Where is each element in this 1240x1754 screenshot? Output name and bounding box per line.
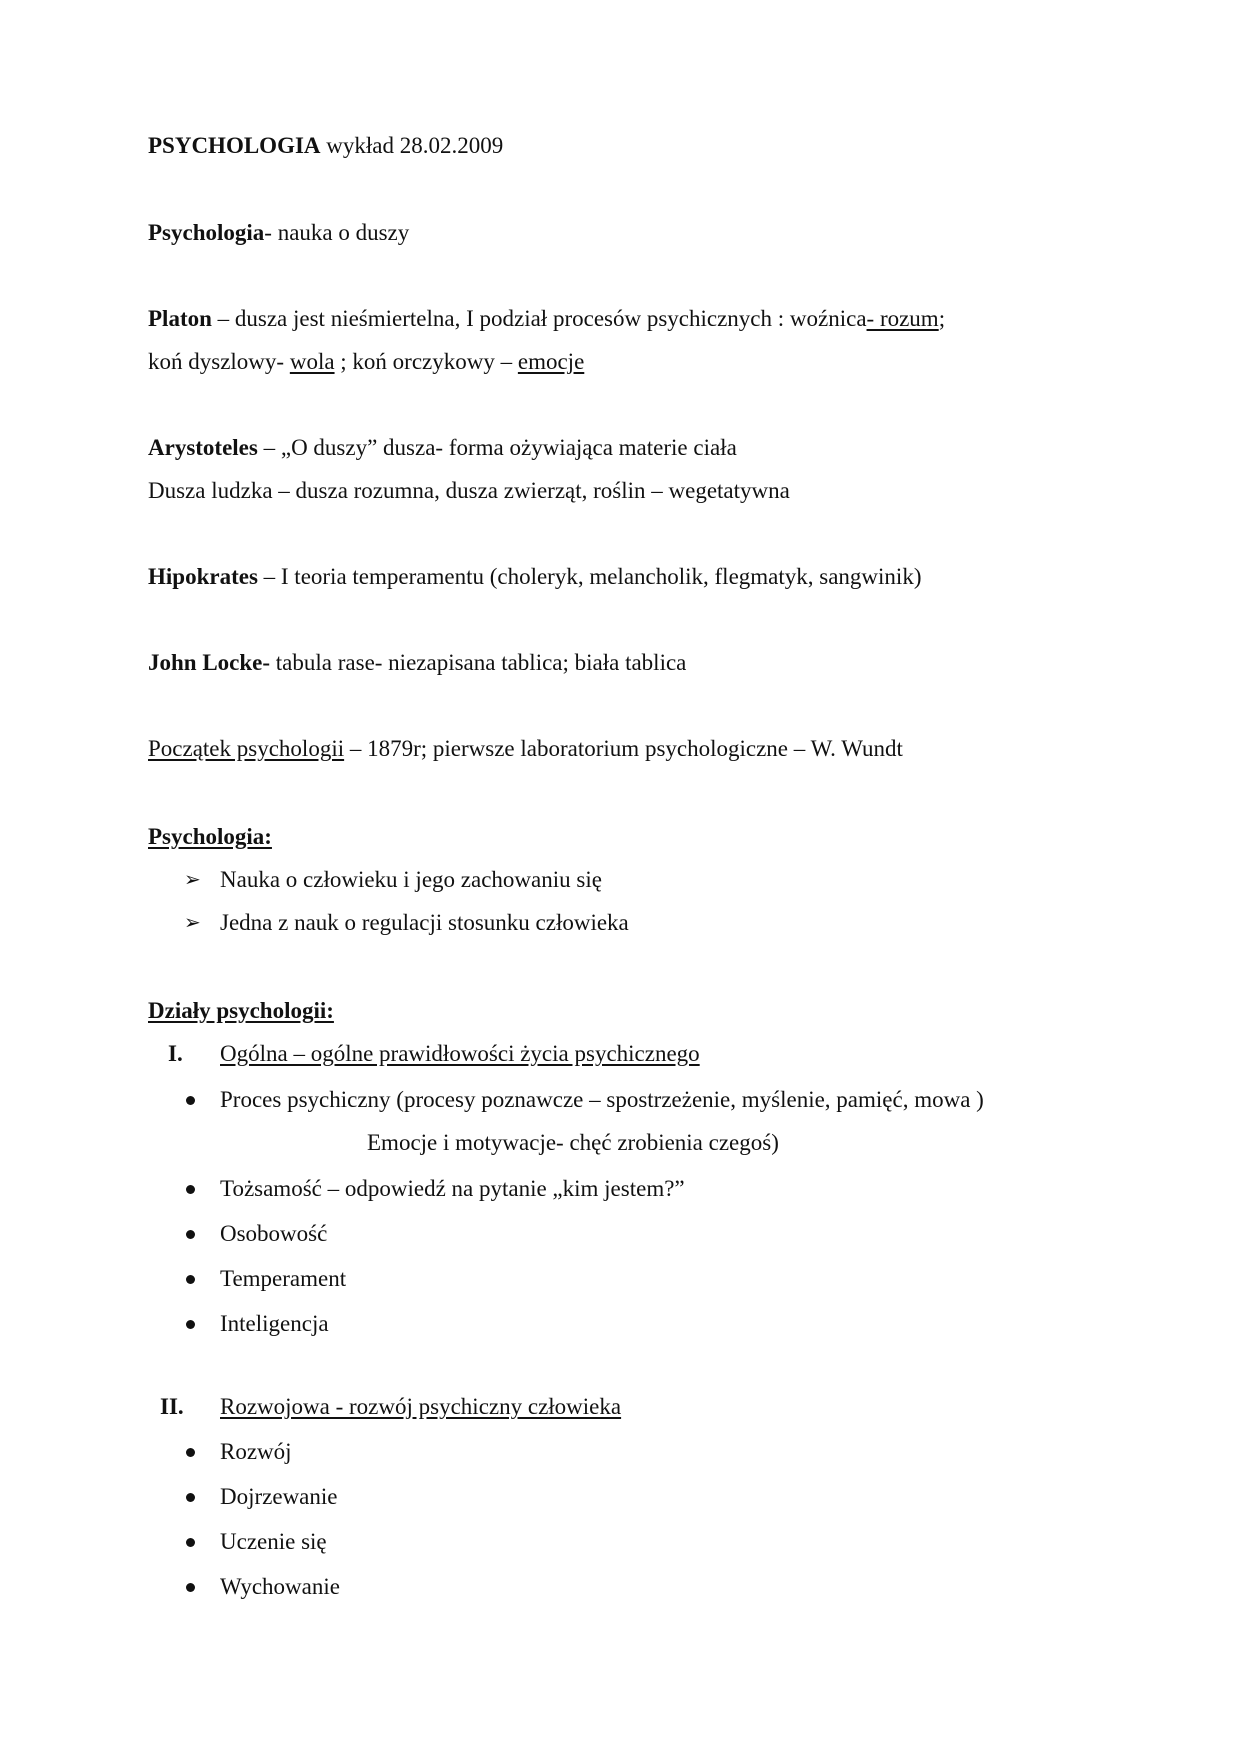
title-bold: PSYCHOLOGIA	[148, 133, 321, 158]
list-item: Inteligencja	[220, 1311, 329, 1336]
hipokrates-line	[148, 562, 921, 592]
bullet-icon	[186, 1275, 195, 1284]
locke-term: John Locke-	[148, 650, 271, 675]
list-item: Dojrzewanie	[220, 1484, 338, 1509]
arrow-bullet-icon: ➢	[184, 869, 201, 891]
definition-line	[148, 218, 409, 248]
list-item: Wychowanie	[220, 1574, 340, 1599]
arrow-bullet-icon: ➢	[184, 912, 201, 934]
bullet-icon	[186, 1320, 195, 1329]
definition-term: Psychologia	[148, 220, 265, 245]
page-title	[148, 131, 503, 161]
list-item: Proces psychiczny (procesy poznawcze – spostrzeżenie, myślenie, pamięć, mowa )	[220, 1087, 984, 1112]
arystoteles-line-1	[148, 433, 737, 463]
locke-line	[148, 648, 686, 678]
list-item: Osobowość	[220, 1221, 328, 1246]
section-numeral: II.	[160, 1394, 184, 1419]
platon-kon-dyszlowy: koń dyszlowy-	[148, 349, 290, 374]
list-item: Rozwój	[220, 1439, 292, 1464]
poczatek-line	[148, 734, 903, 764]
poczatek-term: Początek psychologii	[148, 736, 345, 761]
bullet-icon	[186, 1096, 195, 1105]
list-item: Temperament	[220, 1266, 347, 1291]
section-title: Ogólna – ogólne prawidłowości życia psychicznego	[220, 1041, 700, 1066]
hipokrates-term: Hipokrates	[148, 564, 258, 589]
bullet-icon	[186, 1538, 195, 1547]
arystoteles-line-2: Dusza ludzka – dusza rozumna, dusza zwierząt, roślin – wegetatywna	[148, 478, 790, 503]
platon-line-1	[148, 304, 945, 334]
bullet-icon	[186, 1448, 195, 1457]
bullet-icon	[186, 1185, 195, 1194]
list-item-continuation: Emocje i motywacje- chęć zrobienia czegoś)	[367, 1130, 779, 1155]
platon-line-2	[148, 347, 584, 377]
list-item: Tożsamość – odpowiedź na pytanie „kim jestem?”	[220, 1176, 685, 1201]
locke-text: tabula rase- niezapisana tablica; biała tablica	[270, 650, 687, 675]
list-item: Uczenie się	[220, 1529, 327, 1554]
bullet-icon	[186, 1230, 195, 1239]
bullet-icon	[186, 1493, 195, 1502]
list-item: Jedna z nauk o regulacji stosunku człowieka	[220, 910, 629, 935]
section-numeral: I.	[168, 1041, 183, 1066]
platon-kon-orczykowy: ; koń orczykowy –	[334, 349, 518, 374]
bullet-icon	[186, 1583, 195, 1592]
dzialy-heading: Działy psychologii:	[148, 998, 334, 1023]
platon-rozum: - rozum	[866, 306, 939, 331]
list-item: Nauka o człowieku i jego zachowaniu się	[220, 867, 602, 892]
platon-wola: wola	[289, 349, 335, 374]
poczatek-text: – 1879r; pierwsze laboratorium psychologiczne – W. Wundt	[344, 736, 903, 761]
definition-text: - nauka o duszy	[264, 220, 410, 245]
arystoteles-text: – „O duszy” dusza- forma ożywiająca materie ciała	[257, 435, 737, 460]
arystoteles-term: Arystoteles	[148, 435, 258, 460]
psychologia-heading: Psychologia:	[148, 824, 272, 849]
platon-text-c: ;	[938, 306, 946, 331]
title-rest: wykład 28.02.2009	[320, 133, 504, 158]
platon-term: Platon	[148, 306, 212, 331]
hipokrates-text: – I teoria temperamentu (choleryk, melancholik, flegmatyk, sangwinik)	[257, 564, 922, 589]
section-title: Rozwojowa - rozwój psychiczny człowieka	[220, 1394, 622, 1419]
platon-emocje: emocje	[517, 349, 585, 374]
platon-text-a: – dusza jest nieśmiertelna, I podział procesów psychicznych : woźnica	[211, 306, 867, 331]
